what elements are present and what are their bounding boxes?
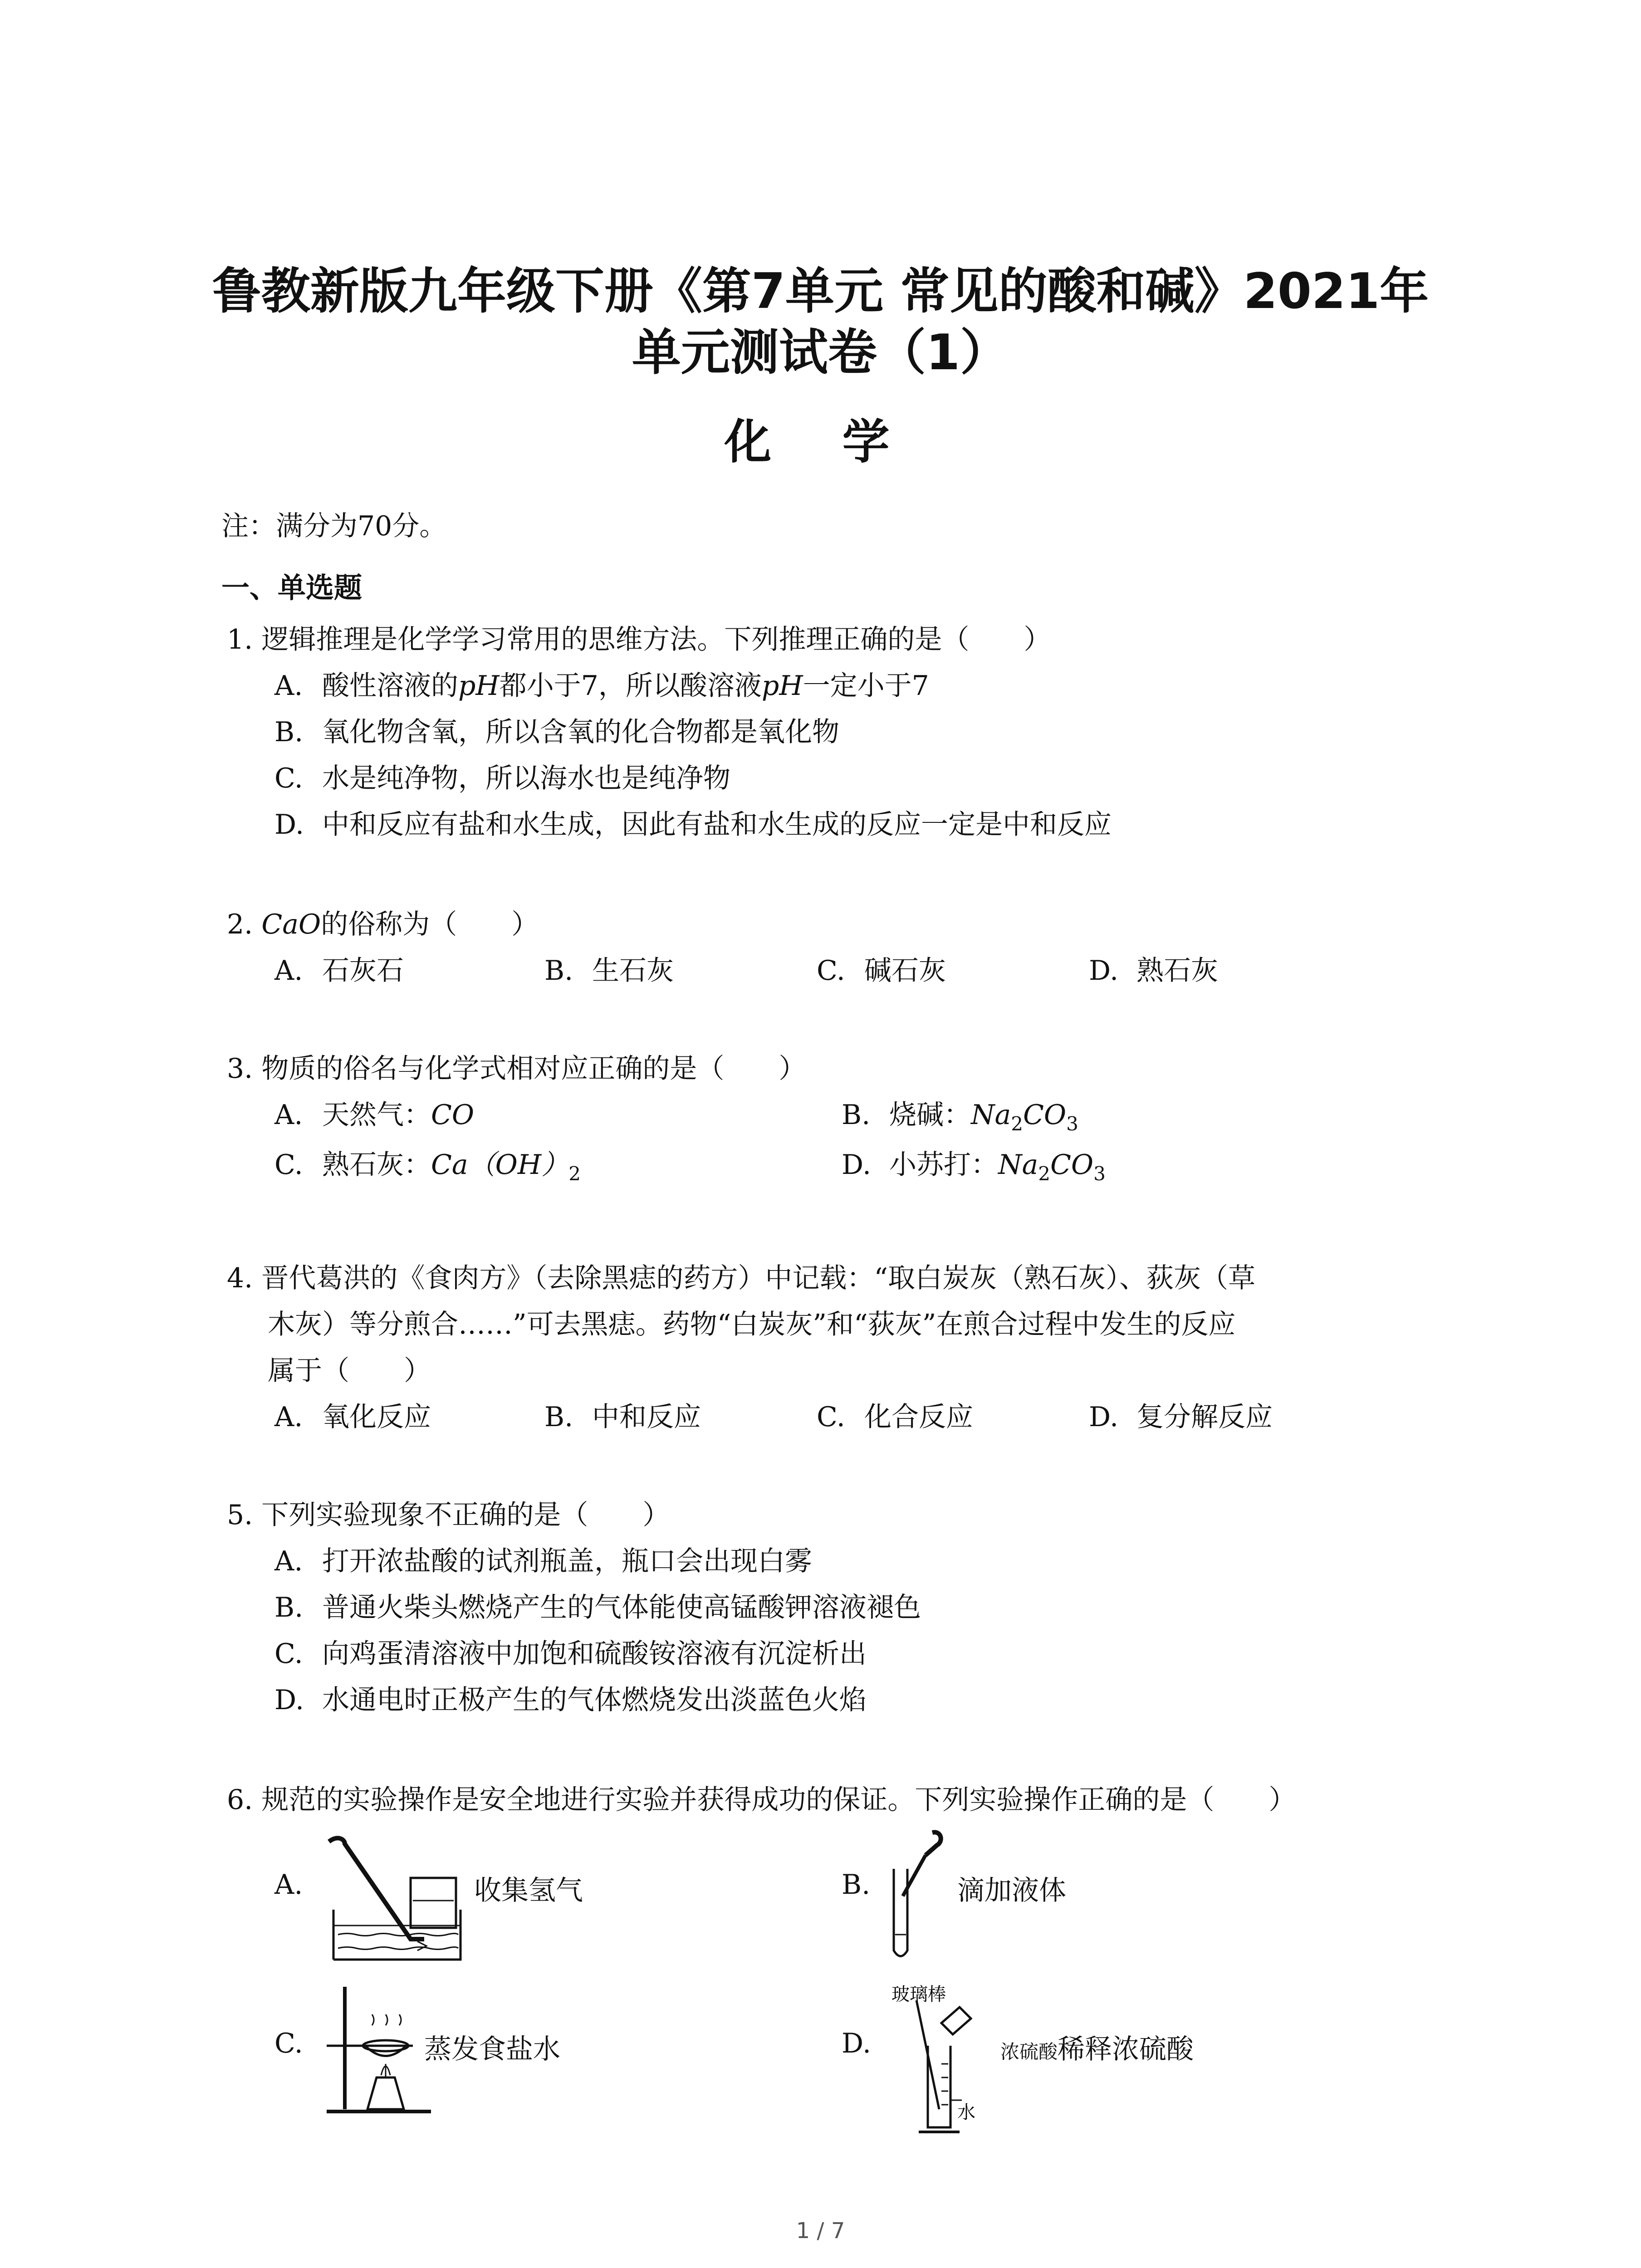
question-5-option-c[interactable] bbox=[274, 1632, 867, 1671]
question-number: 2. bbox=[227, 909, 253, 940]
option-text: 烧碱： bbox=[889, 1099, 971, 1131]
option-text: 中和反应有盐和水生成，因此有盐和水生成的反应一定是中和反应 bbox=[322, 809, 1112, 841]
option-label: B. bbox=[274, 1592, 304, 1623]
question-2-stem bbox=[227, 903, 539, 942]
question-4-stem-line1: 4. 晋代葛洪的《食肉方》（去除黑痣的药方）中记载：“取白炭灰（熟石灰）、荻灰（草 bbox=[227, 1262, 1255, 1294]
question-6-option-c-label[interactable]: C. bbox=[274, 2028, 303, 2059]
option-text: 都小于7，所以酸溶液 bbox=[499, 670, 762, 702]
question-4-option-a[interactable] bbox=[274, 1395, 431, 1434]
question-6-option-b-label[interactable]: B. bbox=[842, 1869, 871, 1901]
option-label: B. bbox=[842, 1099, 871, 1131]
option-text: 熟石灰 bbox=[1136, 955, 1218, 987]
question-1-option-d[interactable] bbox=[274, 803, 1112, 842]
subscript: 2 bbox=[568, 1163, 581, 1185]
subscript: 2 bbox=[1038, 1163, 1051, 1185]
option-label: C. bbox=[817, 955, 845, 987]
water-label: 水 bbox=[957, 2102, 975, 2123]
question-6-stem: 6. 规范的实验操作是安全地进行实验并获得成功的保证。下列实验操作正确的是（ ） bbox=[227, 1784, 1296, 1816]
option-text: 酸性溶液的 bbox=[322, 670, 458, 702]
evaporation-figure bbox=[318, 1982, 436, 2118]
formula: Na bbox=[971, 1099, 1011, 1131]
formula-ph: pH bbox=[761, 670, 803, 702]
formula-cao: CaO bbox=[261, 909, 321, 940]
option-label: D. bbox=[274, 1684, 304, 1716]
subscript: 3 bbox=[1066, 1113, 1078, 1135]
option-text: 水是纯净物，所以海水也是纯净物 bbox=[322, 763, 730, 794]
option-text: 小苏打： bbox=[889, 1149, 998, 1181]
glass-rod-label: 玻璃棒 bbox=[892, 1984, 946, 2005]
option-label: C. bbox=[274, 1638, 303, 1670]
formula-ph: pH bbox=[458, 670, 500, 702]
page-title-line1: 鲁教新版九年级下册《第7单元 常见的酸和碱》2021年 bbox=[212, 263, 1429, 320]
option-text: 化合反应 bbox=[864, 1401, 973, 1433]
question-2-option-a[interactable] bbox=[274, 949, 404, 988]
option-label: B. bbox=[544, 955, 573, 987]
option-text: 天然气： bbox=[322, 1099, 431, 1131]
option-text: 氧化反应 bbox=[322, 1401, 431, 1433]
option-text: 石灰石 bbox=[322, 955, 404, 987]
option-text: 复分解反应 bbox=[1136, 1401, 1273, 1433]
option-label: C. bbox=[274, 763, 303, 794]
option-label: C. bbox=[274, 1149, 303, 1181]
question-4-option-d[interactable] bbox=[1089, 1395, 1273, 1434]
question-3-option-b[interactable] bbox=[842, 1093, 1078, 1135]
formula: CO bbox=[1050, 1149, 1094, 1181]
option-label: D. bbox=[842, 1149, 872, 1181]
option-label: C. bbox=[817, 1401, 845, 1433]
score-note: 注：满分为70分。 bbox=[221, 510, 447, 542]
question-3-option-a[interactable] bbox=[274, 1093, 474, 1132]
option-text: 水通电时正极产生的气体燃烧发出淡蓝色火焰 bbox=[322, 1684, 867, 1716]
question-1-option-a[interactable] bbox=[274, 664, 929, 703]
question-4-stem-line2: 木灰）等分煎合……”可去黑痣。药物“白炭灰”和“荻灰”在煎合过程中发生的反应 bbox=[268, 1309, 1236, 1340]
option-label: A. bbox=[274, 1545, 303, 1577]
option-text: 氧化物含氧，所以含氧的化合物都是氧化物 bbox=[322, 716, 839, 748]
option-label: A. bbox=[274, 955, 303, 987]
gas-collection-figure bbox=[320, 1833, 470, 1964]
page-number: 1 / 7 bbox=[796, 2218, 845, 2244]
question-6-option-d-label[interactable]: D. bbox=[842, 2028, 872, 2059]
option-text: 向鸡蛋清溶液中加饱和硫酸铵溶液有沉淀析出 bbox=[322, 1638, 867, 1670]
option-text: 生石灰 bbox=[592, 955, 674, 987]
option-text: 打开浓盐酸的试剂瓶盖，瓶口会出现白雾 bbox=[322, 1545, 812, 1577]
subject-heading: 化 学 bbox=[724, 414, 917, 469]
question-text: 的俗称为（ ） bbox=[321, 909, 539, 940]
section-heading-single-choice: 一、单选题 bbox=[221, 571, 362, 604]
option-label: B. bbox=[544, 1401, 573, 1433]
question-1-option-c[interactable] bbox=[274, 757, 730, 796]
question-6-option-a-label[interactable]: A. bbox=[274, 1869, 303, 1901]
question-6-option-a-text: 收集氢气 bbox=[474, 1875, 583, 1906]
acid-label: 浓硫酸 bbox=[1000, 2041, 1058, 2063]
question-1-option-b[interactable] bbox=[274, 710, 839, 749]
option-label: A. bbox=[274, 670, 303, 702]
question-5-option-d[interactable] bbox=[274, 1678, 867, 1717]
question-4-option-b[interactable] bbox=[544, 1395, 701, 1434]
formula: CO bbox=[431, 1099, 475, 1131]
question-6-option-b-text: 滴加液体 bbox=[957, 1875, 1066, 1906]
option-text: 一定小于7 bbox=[803, 670, 929, 702]
question-2-option-d[interactable] bbox=[1089, 949, 1218, 988]
option-text: 普通火柴头燃烧产生的气体能使高锰酸钾溶液褪色 bbox=[322, 1592, 921, 1623]
page-title-line2: 单元测试卷（1） bbox=[632, 324, 1009, 381]
option-text: 熟石灰： bbox=[322, 1149, 431, 1181]
question-4-option-c[interactable] bbox=[817, 1395, 973, 1434]
question-3-option-d[interactable] bbox=[842, 1143, 1106, 1185]
question-3-option-c[interactable] bbox=[274, 1143, 581, 1185]
question-2-option-b[interactable] bbox=[544, 949, 674, 988]
question-6-option-d-text bbox=[1000, 2028, 1194, 2067]
option-label: D. bbox=[1089, 1401, 1119, 1433]
question-1-stem: 1. 逻辑推理是化学学习常用的思维方法。下列推理正确的是（ ） bbox=[227, 624, 1051, 655]
option-text: 碱石灰 bbox=[864, 955, 946, 987]
option-label: D. bbox=[1089, 955, 1119, 987]
question-5-stem: 5. 下列实验现象不正确的是（ ） bbox=[227, 1499, 670, 1531]
option-label: A. bbox=[274, 1401, 303, 1433]
subscript: 2 bbox=[1011, 1113, 1024, 1135]
question-2-option-c[interactable] bbox=[817, 949, 946, 988]
formula: CO bbox=[1023, 1099, 1067, 1131]
option-text: 稀释浓硫酸 bbox=[1058, 2033, 1194, 2065]
option-label: B. bbox=[274, 716, 304, 748]
question-3-stem: 3. 物质的俗名与化学式相对应正确的是（ ） bbox=[227, 1053, 806, 1085]
question-6-option-c-text: 蒸发食盐水 bbox=[424, 2033, 560, 2065]
option-label: D. bbox=[274, 809, 304, 841]
option-text: 中和反应 bbox=[592, 1401, 701, 1433]
question-4-stem-line3: 属于（ ） bbox=[268, 1355, 431, 1387]
question-5-option-a[interactable] bbox=[274, 1540, 812, 1579]
formula: Ca（OH） bbox=[431, 1149, 569, 1181]
question-5-option-b[interactable] bbox=[274, 1586, 921, 1625]
option-label: A. bbox=[274, 1099, 303, 1131]
formula: Na bbox=[998, 1149, 1038, 1181]
dropper-test-tube-figure bbox=[882, 1828, 946, 1964]
subscript: 3 bbox=[1093, 1163, 1106, 1185]
